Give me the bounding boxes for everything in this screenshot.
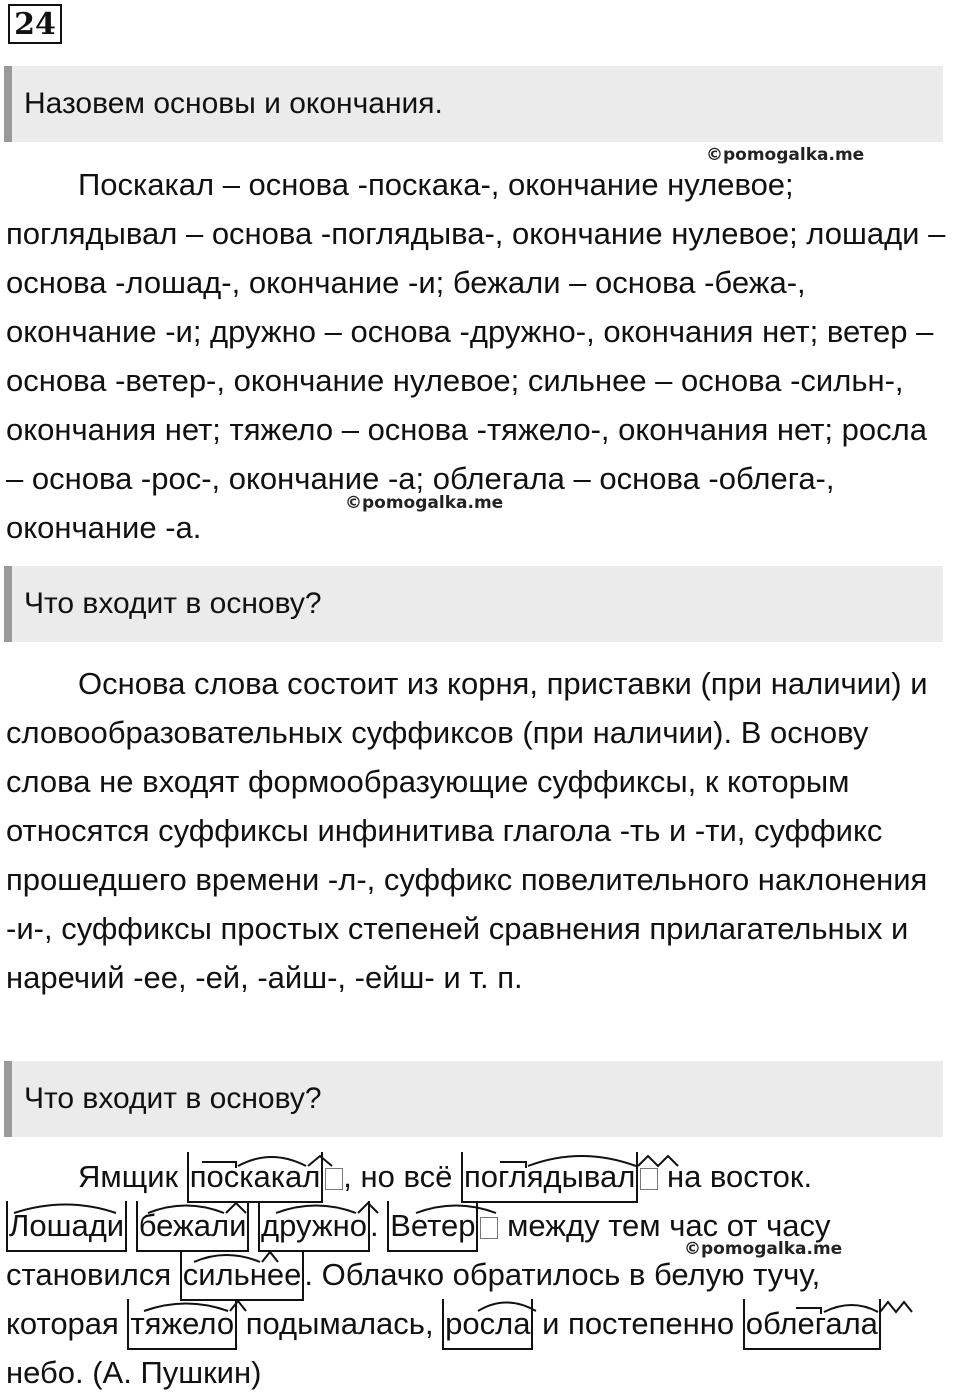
word-druzhno: дружно bbox=[258, 1201, 370, 1252]
word-plain: Ямщик bbox=[78, 1159, 187, 1194]
analysis-line-2 bbox=[6, 1201, 831, 1252]
section-heading-1: Назовем основы и окончания. bbox=[4, 66, 943, 142]
word-plain: . bbox=[369, 1208, 388, 1243]
zero-ending-box bbox=[325, 1168, 343, 1190]
suffix-mark bbox=[880, 1302, 912, 1312]
word-plain: . Облачко обратилось в белую тучу, bbox=[304, 1257, 821, 1292]
word-bezhali: бежали bbox=[136, 1201, 250, 1252]
analysis-line-4 bbox=[6, 1299, 881, 1350]
word-veter: Ветер bbox=[387, 1201, 478, 1252]
morpheme-analysis-paragraph bbox=[6, 1152, 950, 1392]
word-plain: и постепенно bbox=[533, 1306, 743, 1341]
answer-text-1: Поскакал – основа -поскака-, окончание нулевое; поглядывал – основа -поглядыва-, окончание нулевое; лошади – основа -лошад-, окончание -и; бежали – основа -бежа-, окончание -и; дружно – основа -дружно-, окончания нет; ветер – основа -ветер-, окончание нулевое; сильнее – основа -сильн-, окончания нет; тяжело – основа -тяжело-, окончания нет; росла – основа -рос-, окончание -а; облегала – основа -облега-, окончание -а. bbox=[6, 167, 946, 545]
word-plain: подымалась, bbox=[237, 1306, 443, 1341]
analysis-line-5 bbox=[6, 1348, 261, 1397]
watermark-3: ©pomogalka.me bbox=[684, 1239, 843, 1259]
word-poskakal: поскакал bbox=[187, 1152, 324, 1203]
section-heading-2: Что входит в основу? bbox=[4, 566, 943, 642]
word-plain: небо. (А. Пушкин) bbox=[6, 1355, 262, 1390]
answer-text-2: Основа слова состоит из корня, приставки (при наличии) и словообразовательных суффиксов (при наличии). В основу слова не входят формообразующие суффиксы, к которым относятся суффиксы инфинитива глагола -ть и -ти, суффикс прошедшего времени -л-, суффикс повелительного наклонения -и-, суффиксы простых степеней сравнения прилагательных и наречий -ее, -ей, -айш-, -ейш- и т. п. bbox=[6, 666, 928, 995]
word-poglyadyval: поглядывал bbox=[461, 1152, 638, 1203]
word-plain: на восток. bbox=[658, 1159, 813, 1194]
word-plain: между тем час от часу bbox=[498, 1208, 831, 1243]
zero-ending-box bbox=[640, 1168, 658, 1190]
word-rosla: росла bbox=[442, 1299, 533, 1350]
answer-paragraph-2 bbox=[6, 659, 950, 1002]
word-loshadi: Лошади bbox=[6, 1201, 127, 1252]
section-heading-3: Что входит в основу? bbox=[4, 1061, 943, 1137]
word-silnee: сильнее bbox=[180, 1250, 305, 1301]
word-plain: , но всё bbox=[343, 1159, 461, 1194]
watermark-2: ©pomogalka.me bbox=[345, 493, 504, 513]
word-tyazhelo: тяжело bbox=[127, 1299, 237, 1350]
word-oblegala: облегала bbox=[743, 1299, 881, 1350]
task-number: 24 bbox=[8, 4, 62, 44]
word-plain: становился bbox=[6, 1257, 180, 1292]
analysis-line-3 bbox=[6, 1250, 820, 1301]
analysis-line-1 bbox=[78, 1152, 812, 1203]
zero-ending-box bbox=[480, 1217, 498, 1239]
word-plain: которая bbox=[6, 1306, 128, 1341]
watermark-1: ©pomogalka.me bbox=[706, 145, 865, 165]
